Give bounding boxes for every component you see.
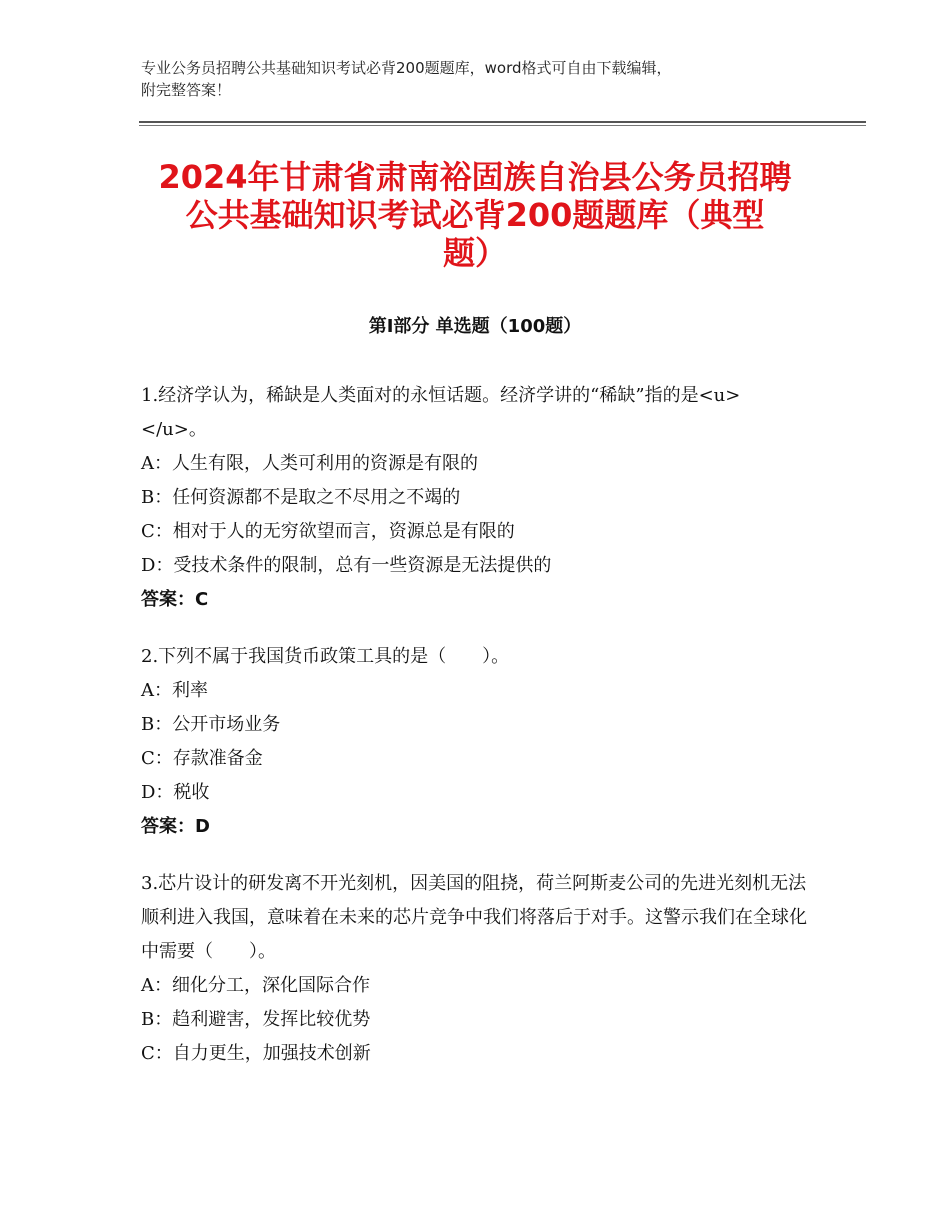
option-c: C：相对于人的无穷欲望而言，资源总是有限的	[141, 521, 515, 542]
option-b: B：趋利避害，发挥比较优势	[141, 1009, 371, 1030]
option-d: D：受技术条件的限制，总有一些资源是无法提供的	[141, 555, 552, 576]
question-3	[141, 867, 811, 1071]
option-d: D：税收	[141, 782, 210, 803]
option-a: A：利率	[141, 680, 208, 701]
question-list	[141, 379, 811, 1094]
header-note-line-2: 附完整答案！	[141, 81, 232, 99]
header-divider-thin	[139, 125, 866, 126]
header-divider-thick	[139, 121, 866, 123]
header-note	[141, 57, 821, 101]
answer-label: 答案：C	[141, 589, 209, 610]
header-divider	[139, 121, 866, 126]
question-1	[141, 379, 811, 617]
question-2	[141, 640, 811, 844]
option-a: A：人生有限，人类可利用的资源是有限的	[141, 453, 478, 474]
section-heading: 第Ⅰ部分 单选题（100题）	[368, 316, 582, 337]
question-stem: 3.芯片设计的研发离不开光刻机，因美国的阻挠，荷兰阿斯麦公司的先进光刻机无法顺利进入我国，意味着在未来的芯片竞争中我们将落后于对手。这警示我们在全球化中需要（ ）。	[141, 873, 807, 962]
option-a: A：细化分工，深化国际合作	[141, 975, 370, 996]
question-stem: 1.经济学认为，稀缺是人类面对的永恒话题。经济学讲的“稀缺”指的是<u> </u>。	[141, 385, 775, 440]
document-title	[140, 158, 810, 272]
option-b: B：任何资源都不是取之不尽用之不竭的	[141, 487, 461, 508]
option-c: C：自力更生，加强技术创新	[141, 1043, 371, 1064]
title-line-2: 公共基础知识考试必背200题题库（典型	[185, 196, 765, 234]
option-c: C：存款准备金	[141, 748, 263, 769]
answer-label: 答案：D	[141, 816, 210, 837]
question-stem: 2.下列不属于我国货币政策工具的是（ ）。	[141, 646, 510, 667]
title-line-3: 题）	[442, 234, 507, 272]
header-note-line-1: 专业公务员招聘公共基础知识考试必背200题题库，word格式可自由下载编辑，	[141, 59, 672, 77]
option-b: B：公开市场业务	[141, 714, 281, 735]
title-line-1: 2024年甘肃省肃南裕固族自治县公务员招聘	[158, 158, 792, 196]
